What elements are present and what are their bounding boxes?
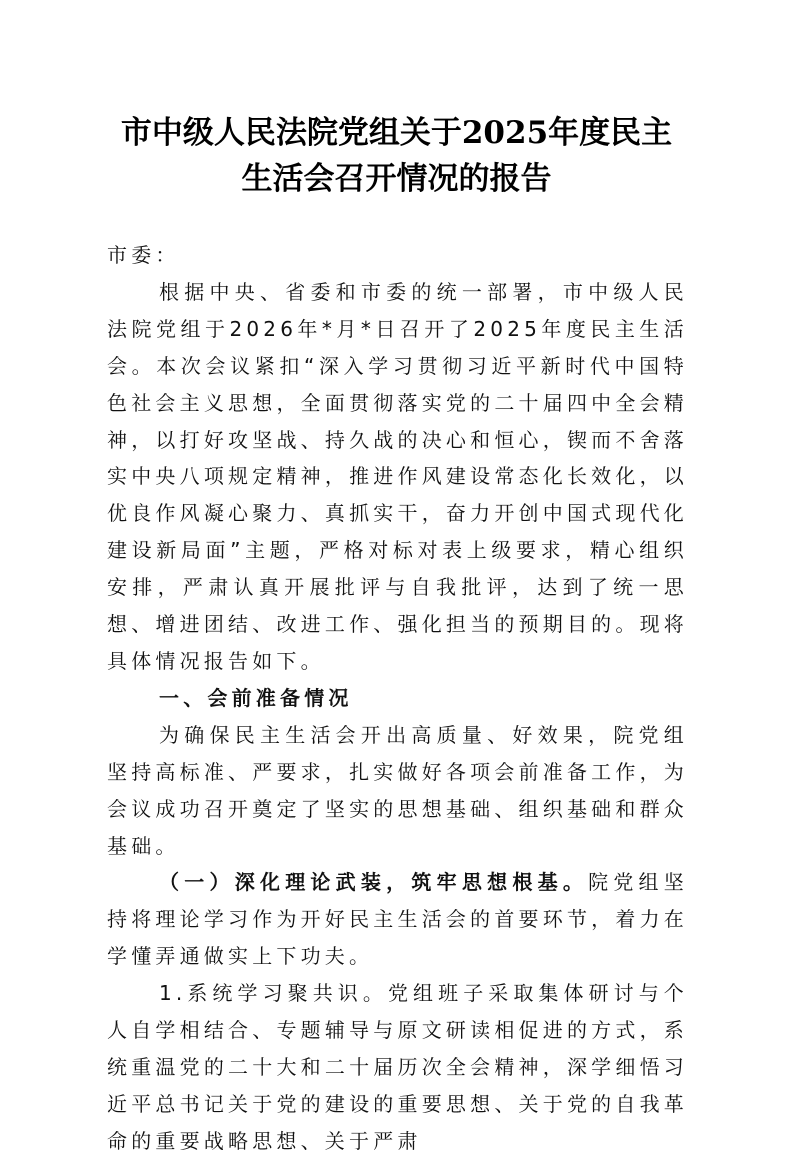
subheading-1: （一）深化理论武装，筑牢思想根基。 [159, 870, 589, 895]
title-line-2: 生活会召开情况的报告 [241, 161, 552, 197]
paragraph-intro: 根据中央、省委和市委的统一部署，市中级人民法院党组于2026年*月*日召开了2025年度民主生活会。本次会议紧扣“深入学习贯彻习近平新时代中国特色社会主义思想，全面贯彻落实党的二十届四中全会精神，以打好攻坚战、持久战的决心和恒心，锲而不舍落实中央八项规定精神，推进作风建设常态化长效化，以优良作风凝心聚力、真抓实干，奋力开创中国式现代化建设新局面”主题，严格对标对表上级要求，精心组织安排，严肃认真开展批评与自我批评，达到了统一思想、增进团结、改进工作、强化担当的预期目的。现将具体情况报告如下。 [107, 279, 688, 673]
document-body [107, 237, 688, 1160]
paragraph-preparation: 为确保民主生活会开出高质量、好效果，院党组坚持高标准、严要求，扎实做好各项会前准备工作，为会议成功召开奠定了坚实的思想基础、组织基础和群众基础。 [107, 722, 688, 858]
section-heading-1: 一、会前准备情况 [159, 685, 353, 710]
document-title [100, 110, 693, 202]
salutation: 市委： [107, 243, 180, 267]
paragraph-study: 1.系统学习聚共识。党组班子采取集体研讨与个人自学相结合、专题辅导与原文研读相促进的方式，系统重温党的二十大和二十届历次全会精神，深学细悟习近平总书记关于党的建设的重要思想、关于党的自我革命的重要战略思想、关于严肃 [107, 981, 688, 1153]
paragraph-theory [107, 864, 688, 975]
title-line-1: 市中级人民法院党组关于2025年度民主 [120, 115, 673, 151]
paragraph-theory-text: 院党组坚持将理论学习作为开好民主生活会的首要环节，着力在学懂弄通做实上下功夫。 [107, 870, 688, 969]
